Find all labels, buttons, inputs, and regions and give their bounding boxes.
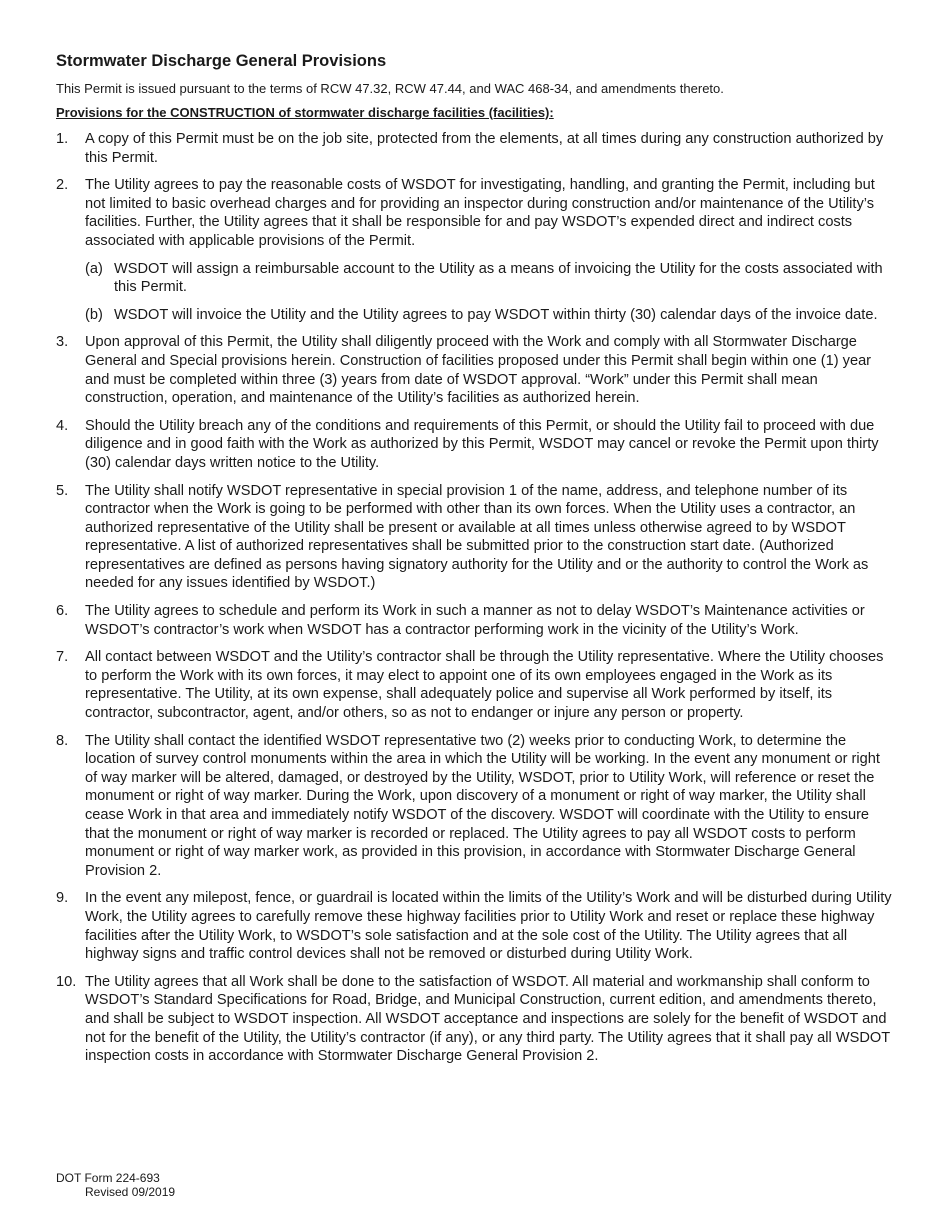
provision-item bbox=[56, 889, 896, 963]
provision-number: 7. bbox=[56, 649, 69, 666]
section-heading: Provisions for the CONSTRUCTION of stormwater discharge facilities (facilities): bbox=[56, 105, 554, 120]
provision-text: The Utility shall contact the identified WSDOT representative two (2) weeks prior to conducting Work, to determine the location of survey control monuments within the area in which the Utility will be working. In the event any monument or right of way marker will be altered, damaged, or destroyed by the Utility, WSDOT, prior to Utility Work, will reference or reset the monument or right of way marker. During the Work, upon discovery of a monument or right of way marker, the Utility shall cease Work in that area and immediately notify WSDOT of the discovery. WSDOT will coordinate with the Utility to ensure that the monument or right of way marker is recorded or replaced. The Utility agrees to pay all WSDOT costs to perform monument or right of way marker work, as provided in this provision, in accordance with Stormwater Discharge General Provision 2. bbox=[85, 732, 880, 879]
provision-text: The Utility shall notify WSDOT representative in special provision 1 of the name, address, and telephone number of its contractor when the Work is going to be performed with other than its own forces. When the Utility uses a contractor, an authorized representative of the Utility shall be present or available at all times unless otherwise agreed to by WSDOT representative. A list of authorized representatives shall be submitted prior to the construction start date. (Authorized representatives are defined as persons having signatory authority for the Utility and or the authority to control the Work as needed for any issues identified by WSDOT.) bbox=[85, 482, 869, 592]
provision-item bbox=[56, 176, 896, 324]
provision-text: A copy of this Permit must be on the job site, protected from the elements, at all times during any construction authorized by this Permit. bbox=[85, 131, 884, 166]
provision-item bbox=[56, 482, 896, 594]
provision-text: The Utility agrees that all Work shall be done to the satisfaction of WSDOT. All material and workmanship shall conform to WSDOT’s Standard Specifications for Road, Bridge, and Municipal Construction, current edition, and amendments thereto, and shall be subject to WSDOT inspection. All WSDOT acceptance and inspections are solely for the benefit of WSDOT and not for the benefit of the Utility, the Utility’s contractor (if any), or any third party. The Utility agrees that it shall pay all WSDOT inspection costs in accordance with Stormwater Discharge General Provision 2. bbox=[85, 973, 890, 1065]
document-title: Stormwater Discharge General Provisions bbox=[56, 52, 387, 70]
document-page bbox=[56, 52, 896, 1075]
revision-date: Revised 09/2019 bbox=[85, 1185, 176, 1199]
form-footer bbox=[56, 1171, 175, 1199]
sub-provision-label: (b) bbox=[85, 306, 103, 323]
sub-provisions-list bbox=[85, 260, 896, 325]
provision-number: 10. bbox=[56, 973, 77, 990]
provisions-list bbox=[56, 130, 896, 1066]
provision-number: 6. bbox=[56, 603, 69, 620]
provision-text: The Utility agrees to schedule and perform its Work in such a manner as not to delay WSDOT’s Maintenance activities or WSDOT’s contractor’s work when WSDOT has a contractor performing work in the vicinity of the Utility’s Work. bbox=[85, 603, 865, 638]
provision-number: 1. bbox=[56, 131, 69, 147]
provision-text: The Utility agrees to pay the reasonable costs of WSDOT for investigating, handling, and granting the Permit, including but not limited to basic overhead charges and for providing an inspector during construction and/or maintenance of the Utility’s facilities. Further, the Utility agrees that it shall be responsible for and pay WSDOT’s expended direct and indirect costs associated with applicable provisions of the Permit. bbox=[85, 177, 875, 249]
provision-item bbox=[56, 973, 896, 1066]
provision-number: 5. bbox=[56, 482, 69, 499]
provision-item bbox=[56, 333, 896, 407]
intro-paragraph: This Permit is issued pursuant to the terms of RCW 47.32, RCW 47.44, and WAC 468-34, and amendments thereto. bbox=[56, 81, 724, 96]
provision-number: 4. bbox=[56, 417, 69, 434]
provision-number: 9. bbox=[56, 890, 69, 907]
provision-text: Should the Utility breach any of the conditions and requirements of this Permit, or should the Utility fail to proceed with due diligence and in good faith with the Work as authorized by this Permit, WSDOT may cancel or revoke the Permit upon thirty (30) calendar days written notice to the Utility. bbox=[85, 417, 879, 471]
provision-number: 3. bbox=[56, 334, 69, 351]
provision-text: In the event any milepost, fence, or guardrail is located within the limits of the Utility’s Work and will be disturbed during Utility Work, the Utility agrees to carefully remove these highway facilities prior to Utility Work and reset or replace these highway facilities after the Utility Work, to WSDOT’s sole satisfaction and at the sole cost of the Utility. The Utility agrees that all highway signs and traffic control devices shall not be removed or disturbed during Utility Work. bbox=[85, 890, 892, 963]
provision-text: Upon approval of this Permit, the Utility shall diligently proceed with the Work and comply with all Stormwater Discharge General and Special provisions herein. Construction of facilities proposed under this Permit shall begin within one (1) year and must be completed within three (3) years from date of WSDOT approval. “Work” under this Permit shall mean construction, operation, and maintenance of the Utility’s facilities as authorized herein. bbox=[85, 334, 872, 407]
sub-provision-item bbox=[85, 260, 896, 297]
form-number: DOT Form 224-693 bbox=[56, 1171, 160, 1185]
sub-provision-text: WSDOT will invoice the Utility and the Utility agrees to pay WSDOT within thirty (30) calendar days of the invoice date. bbox=[114, 306, 878, 323]
sub-provision-label: (a) bbox=[85, 260, 103, 277]
provision-item bbox=[56, 732, 896, 881]
provision-number: 2. bbox=[56, 177, 69, 194]
provision-item bbox=[56, 648, 896, 722]
sub-provision-text: WSDOT will assign a reimbursable account to the Utility as a means of invoicing the Utility for the costs associated with this Permit. bbox=[114, 260, 883, 296]
provision-item bbox=[56, 602, 896, 639]
provision-number: 8. bbox=[56, 732, 69, 749]
provision-item bbox=[56, 130, 896, 167]
provision-item bbox=[56, 417, 896, 473]
sub-provision-item bbox=[85, 306, 896, 325]
provision-text: All contact between WSDOT and the Utility’s contractor shall be through the Utility representative. Where the Utility chooses to perform the Work with its own forces, it may elect to appoint one of its own employees engaged in the Work as its representative. The Utility, at its own expense, shall adequately police and supervise all Work performed by itself, its contractor, subcontractor, agent, and/or others, so as not to endanger or injure any person or property. bbox=[85, 649, 884, 722]
